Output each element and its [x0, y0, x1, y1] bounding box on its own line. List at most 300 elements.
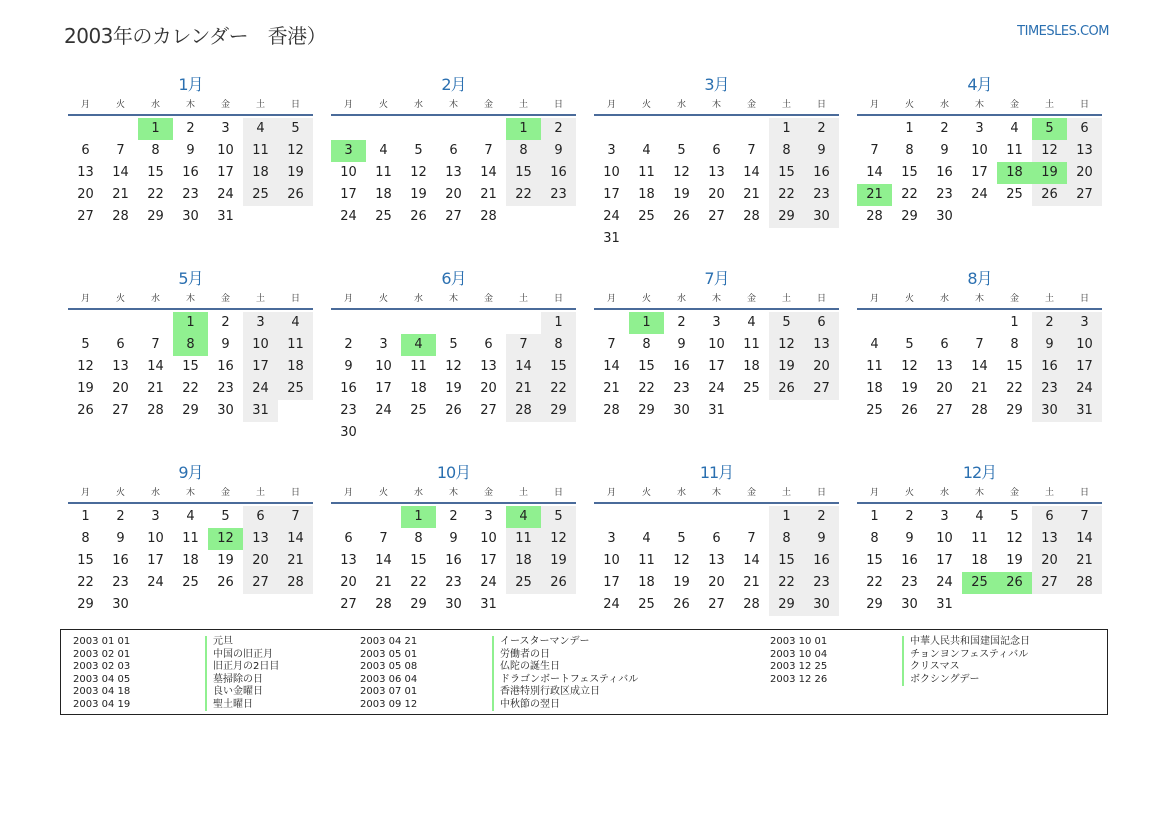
day-cell: 24	[217, 187, 234, 202]
day-cell: 18	[506, 550, 541, 572]
month-calendar	[857, 268, 1102, 462]
day-cell: 28	[971, 403, 988, 418]
empty-cell	[331, 118, 366, 140]
day-cell: 10	[217, 143, 234, 158]
weekday-label: 金	[483, 488, 493, 498]
day-cell: 30	[217, 403, 234, 418]
holiday-day-cell: 21	[857, 184, 892, 206]
empty-cell	[506, 312, 541, 334]
holiday-day-cell: 1	[138, 118, 173, 140]
day-cell: 10	[243, 334, 278, 356]
day-cell: 16	[673, 359, 690, 374]
empty-cell	[471, 118, 506, 140]
month-name: 4月	[967, 75, 992, 94]
weekday-label: 日	[816, 294, 826, 304]
day-cell: 8	[414, 531, 423, 546]
day-grid	[331, 506, 576, 616]
day-cell: 26	[541, 572, 576, 594]
empty-cell	[734, 118, 769, 140]
day-grid	[857, 118, 1102, 228]
day-cell: 1	[1010, 315, 1019, 330]
day-cell: 20	[1032, 550, 1067, 572]
day-cell: 22	[866, 575, 883, 590]
day-cell: 30	[445, 597, 462, 612]
day-cell: 6	[344, 531, 353, 546]
day-cell: 21	[147, 381, 164, 396]
day-cell: 7	[278, 506, 313, 528]
holiday-date: 2003 04 18	[73, 686, 131, 697]
day-cell: 21	[278, 550, 313, 572]
day-cell: 2	[804, 118, 839, 140]
day-cell: 12	[1006, 531, 1023, 546]
holiday-day-cell: 26	[997, 572, 1032, 594]
holiday-row	[360, 674, 638, 687]
day-cell: 4	[186, 509, 195, 524]
weekday-header	[68, 484, 313, 504]
weekday-label: 日	[1079, 488, 1089, 498]
day-cell: 1	[541, 312, 576, 334]
day-cell: 11	[410, 359, 427, 374]
holiday-row	[360, 649, 638, 662]
day-cell: 21	[1067, 550, 1102, 572]
weekday-label: 月	[869, 488, 879, 498]
day-cell: 21	[743, 187, 760, 202]
weekday-label: 水	[939, 488, 949, 498]
holiday-day-cell: 4	[401, 334, 436, 356]
day-cell: 26	[217, 575, 234, 590]
day-grid	[331, 118, 576, 228]
day-cell: 25	[506, 572, 541, 594]
weekday-label: 水	[150, 294, 160, 304]
holiday-row	[73, 636, 279, 649]
day-cell: 22	[638, 381, 655, 396]
weekday-label: 日	[290, 488, 300, 498]
day-cell: 7	[379, 531, 388, 546]
day-cell: 18	[243, 162, 278, 184]
day-cell: 28	[743, 597, 760, 612]
day-cell: 11	[866, 359, 883, 374]
weekday-label: 水	[939, 294, 949, 304]
day-cell: 12	[769, 334, 804, 356]
day-cell: 22	[1006, 381, 1023, 396]
day-cell: 30	[340, 425, 357, 440]
page-title: 2003年のカレンダー 香港）	[64, 24, 327, 48]
day-cell: 6	[1067, 118, 1102, 140]
holiday-day-cell: 3	[331, 140, 366, 162]
day-cell: 11	[243, 140, 278, 162]
day-cell: 30	[182, 209, 199, 224]
empty-cell	[68, 118, 103, 140]
day-cell: 19	[1006, 553, 1023, 568]
holiday-name: 中国の旧正月	[205, 649, 273, 662]
day-cell: 18	[375, 187, 392, 202]
day-cell: 2	[221, 315, 230, 330]
weekday-label: 金	[746, 488, 756, 498]
weekday-header	[331, 484, 576, 504]
weekday-label: 火	[115, 488, 125, 498]
day-cell: 14	[375, 553, 392, 568]
day-cell: 19	[445, 381, 462, 396]
day-cell: 4	[747, 315, 756, 330]
day-cell: 2	[804, 506, 839, 528]
day-cell: 7	[1067, 506, 1102, 528]
day-cell: 9	[449, 531, 458, 546]
day-cell: 7	[870, 143, 879, 158]
holiday-column	[73, 636, 279, 711]
day-cell: 16	[217, 359, 234, 374]
weekday-label: 日	[553, 294, 563, 304]
day-cell: 20	[445, 187, 462, 202]
day-cell: 4	[278, 312, 313, 334]
day-cell: 11	[971, 531, 988, 546]
day-cell: 4	[975, 509, 984, 524]
weekday-header	[857, 484, 1102, 504]
day-cell: 8	[81, 531, 90, 546]
weekday-label: 火	[378, 100, 388, 110]
day-cell: 23	[1032, 378, 1067, 400]
day-cell: 27	[480, 403, 497, 418]
holiday-row	[770, 661, 1030, 674]
month-calendar	[594, 462, 839, 656]
day-cell: 8	[769, 140, 804, 162]
day-cell: 12	[901, 359, 918, 374]
day-cell: 2	[940, 121, 949, 136]
weekday-label: 日	[553, 488, 563, 498]
day-cell: 18	[182, 553, 199, 568]
empty-cell	[401, 118, 436, 140]
holiday-row	[73, 686, 279, 699]
day-cell: 5	[81, 337, 90, 352]
day-cell: 16	[936, 165, 953, 180]
weekday-label: 木	[185, 100, 195, 110]
holiday-row	[360, 699, 638, 712]
holiday-day-cell: 1	[629, 312, 664, 334]
weekday-label: 火	[378, 488, 388, 498]
weekday-label: 火	[641, 100, 651, 110]
day-cell: 4	[243, 118, 278, 140]
day-cell: 26	[1032, 184, 1067, 206]
day-cell: 19	[410, 187, 427, 202]
holiday-name: 良い金曜日	[205, 686, 263, 699]
weekday-label: 月	[80, 100, 90, 110]
month-calendar	[857, 74, 1102, 268]
day-cell: 6	[449, 143, 458, 158]
day-cell: 5	[677, 143, 686, 158]
day-cell: 10	[708, 337, 725, 352]
day-cell: 31	[1067, 400, 1102, 422]
day-cell: 26	[278, 184, 313, 206]
weekday-label: 木	[185, 488, 195, 498]
day-cell: 1	[905, 121, 914, 136]
month-name: 9月	[178, 463, 203, 482]
weekday-label: 木	[448, 100, 458, 110]
empty-cell	[629, 506, 664, 528]
day-cell: 5	[449, 337, 458, 352]
day-cell: 5	[278, 118, 313, 140]
day-cell: 19	[673, 575, 690, 590]
holiday-day-cell: 1	[401, 506, 436, 528]
month-name: 10月	[436, 463, 471, 482]
day-cell: 3	[607, 531, 616, 546]
empty-cell	[699, 118, 734, 140]
day-cell: 18	[638, 187, 655, 202]
month-calendar	[331, 462, 576, 656]
weekday-label: 月	[80, 294, 90, 304]
weekday-label: 土	[255, 488, 265, 498]
weekday-label: 水	[413, 488, 423, 498]
day-cell: 7	[747, 531, 756, 546]
holiday-name: 香港特別行政区成立日	[492, 686, 600, 699]
holiday-date: 2003 04 21	[360, 636, 418, 647]
brand-logo-text[interactable]: TIMESLES.COM	[1017, 24, 1109, 39]
day-cell: 13	[936, 359, 953, 374]
day-cell: 21	[480, 187, 497, 202]
day-cell: 24	[147, 575, 164, 590]
day-cell: 30	[901, 597, 918, 612]
empty-cell	[629, 118, 664, 140]
day-cell: 27	[708, 597, 725, 612]
day-cell: 4	[642, 143, 651, 158]
weekday-label: 金	[1009, 100, 1019, 110]
day-cell: 15	[866, 553, 883, 568]
weekday-label: 火	[904, 488, 914, 498]
day-cell: 14	[147, 359, 164, 374]
empty-cell	[138, 312, 173, 334]
month-calendar	[68, 462, 313, 656]
holiday-row	[73, 649, 279, 662]
day-cell: 16	[340, 381, 357, 396]
day-cell: 20	[708, 187, 725, 202]
holiday-list	[60, 629, 1108, 715]
day-cell: 5	[677, 531, 686, 546]
day-cell: 24	[603, 209, 620, 224]
day-cell: 13	[340, 553, 357, 568]
day-cell: 14	[1067, 528, 1102, 550]
day-cell: 7	[151, 337, 160, 352]
day-cell: 29	[638, 403, 655, 418]
day-cell: 23	[804, 572, 839, 594]
day-cell: 22	[182, 381, 199, 396]
day-cell: 16	[112, 553, 129, 568]
day-cell: 23	[936, 187, 953, 202]
empty-cell	[962, 312, 997, 334]
day-cell: 8	[769, 528, 804, 550]
weekday-label: 火	[904, 294, 914, 304]
day-cell: 16	[1032, 356, 1067, 378]
weekday-label: 金	[1009, 488, 1019, 498]
weekday-label: 月	[606, 294, 616, 304]
weekday-label: 金	[220, 294, 230, 304]
day-cell: 10	[971, 143, 988, 158]
empty-cell	[436, 312, 471, 334]
holiday-name: クリスマス	[902, 661, 960, 674]
day-cell: 1	[769, 506, 804, 528]
day-cell: 13	[480, 359, 497, 374]
weekday-label: 土	[1044, 100, 1054, 110]
day-cell: 3	[712, 315, 721, 330]
month-calendar	[331, 268, 576, 462]
empty-cell	[664, 506, 699, 528]
weekday-label: 日	[290, 100, 300, 110]
holiday-name: 仏陀の誕生日	[492, 661, 560, 674]
day-cell: 15	[541, 356, 576, 378]
month-calendar	[68, 268, 313, 462]
day-cell: 7	[484, 143, 493, 158]
holiday-date: 2003 12 26	[770, 673, 828, 685]
day-cell: 28	[147, 403, 164, 418]
day-cell: 16	[182, 165, 199, 180]
day-cell: 11	[278, 334, 313, 356]
weekday-label: 土	[255, 294, 265, 304]
weekday-header	[594, 290, 839, 310]
day-cell: 2	[186, 121, 195, 136]
day-cell: 13	[804, 334, 839, 356]
month-calendar	[331, 74, 576, 268]
day-cell: 1	[870, 509, 879, 524]
day-cell: 14	[866, 165, 883, 180]
day-cell: 17	[708, 359, 725, 374]
holiday-day-cell: 5	[1032, 118, 1067, 140]
day-cell: 31	[603, 231, 620, 246]
day-cell: 4	[870, 337, 879, 352]
day-cell: 25	[1006, 187, 1023, 202]
weekday-label: 金	[1009, 294, 1019, 304]
day-cell: 2	[344, 337, 353, 352]
day-cell: 30	[673, 403, 690, 418]
day-cell: 10	[480, 531, 497, 546]
day-cell: 31	[217, 209, 234, 224]
day-grid	[68, 312, 313, 422]
day-cell: 11	[1006, 143, 1023, 158]
empty-cell	[471, 312, 506, 334]
day-cell: 27	[1067, 184, 1102, 206]
empty-cell	[857, 118, 892, 140]
weekday-header	[594, 96, 839, 116]
month-name: 1月	[178, 75, 203, 94]
day-cell: 23	[541, 184, 576, 206]
day-cell: 23	[182, 187, 199, 202]
holiday-row	[770, 636, 1030, 649]
day-cell: 31	[243, 400, 278, 422]
weekday-label: 木	[711, 488, 721, 498]
weekday-label: 火	[115, 100, 125, 110]
day-cell: 13	[708, 165, 725, 180]
holiday-name: 労働者の日	[492, 649, 550, 662]
day-cell: 6	[81, 143, 90, 158]
holiday-date: 2003 01 01	[73, 636, 131, 647]
weekday-label: 月	[606, 100, 616, 110]
holiday-name: 元旦	[205, 636, 233, 649]
day-cell: 9	[221, 337, 230, 352]
month-name: 11月	[699, 463, 734, 482]
holiday-date: 2003 07 01	[360, 686, 418, 697]
holiday-row	[360, 686, 638, 699]
holiday-day-cell: 8	[173, 334, 208, 356]
day-cell: 3	[975, 121, 984, 136]
day-cell: 29	[77, 597, 94, 612]
day-cell: 8	[541, 334, 576, 356]
day-cell: 5	[1010, 509, 1019, 524]
weekday-label: 水	[413, 294, 423, 304]
empty-cell	[594, 312, 629, 334]
weekday-label: 金	[483, 294, 493, 304]
empty-cell	[103, 312, 138, 334]
holiday-date: 2003 10 04	[770, 648, 828, 660]
weekday-label: 水	[413, 100, 423, 110]
day-cell: 26	[901, 403, 918, 418]
weekday-label: 土	[518, 294, 528, 304]
day-cell: 29	[901, 209, 918, 224]
day-cell: 24	[243, 378, 278, 400]
day-cell: 24	[480, 575, 497, 590]
weekday-label: 月	[606, 488, 616, 498]
day-cell: 18	[971, 553, 988, 568]
day-cell: 6	[484, 337, 493, 352]
day-cell: 11	[375, 165, 392, 180]
empty-cell	[68, 312, 103, 334]
day-cell: 6	[243, 506, 278, 528]
day-cell: 8	[905, 143, 914, 158]
holiday-name: 墓掃除の日	[205, 674, 263, 687]
day-cell: 14	[112, 165, 129, 180]
weekday-label: 日	[290, 294, 300, 304]
day-cell: 2	[677, 315, 686, 330]
weekday-label: 月	[869, 100, 879, 110]
day-cell: 9	[677, 337, 686, 352]
day-cell: 24	[375, 403, 392, 418]
empty-cell	[734, 506, 769, 528]
day-cell: 17	[243, 356, 278, 378]
weekday-header	[331, 290, 576, 310]
day-cell: 21	[112, 187, 129, 202]
day-cell: 28	[506, 400, 541, 422]
empty-cell	[892, 312, 927, 334]
day-cell: 9	[804, 528, 839, 550]
day-cell: 13	[1032, 528, 1067, 550]
day-cell: 2	[449, 509, 458, 524]
holiday-row	[73, 699, 279, 712]
holiday-date: 2003 09 12	[360, 698, 418, 710]
day-cell: 26	[673, 597, 690, 612]
day-cell: 21	[743, 575, 760, 590]
day-cell: 20	[77, 187, 94, 202]
day-cell: 17	[603, 187, 620, 202]
day-cell: 20	[243, 550, 278, 572]
day-cell: 3	[151, 509, 160, 524]
calendar-grid	[68, 74, 1102, 656]
weekday-label: 土	[255, 100, 265, 110]
day-cell: 3	[221, 121, 230, 136]
day-cell: 15	[506, 162, 541, 184]
day-cell: 27	[445, 209, 462, 224]
weekday-label: 土	[518, 488, 528, 498]
day-cell: 28	[112, 209, 129, 224]
day-cell: 25	[638, 209, 655, 224]
month-calendar	[857, 462, 1102, 656]
day-cell: 20	[480, 381, 497, 396]
day-cell: 7	[975, 337, 984, 352]
holiday-row	[360, 661, 638, 674]
day-cell: 29	[1006, 403, 1023, 418]
holiday-day-cell: 4	[506, 506, 541, 528]
day-cell: 6	[804, 312, 839, 334]
day-cell: 12	[541, 528, 576, 550]
day-cell: 9	[1032, 334, 1067, 356]
weekday-label: 水	[150, 100, 160, 110]
day-cell: 31	[936, 597, 953, 612]
weekday-label: 月	[343, 488, 353, 498]
holiday-name: チョンヨンフェスティバル	[902, 649, 1028, 662]
